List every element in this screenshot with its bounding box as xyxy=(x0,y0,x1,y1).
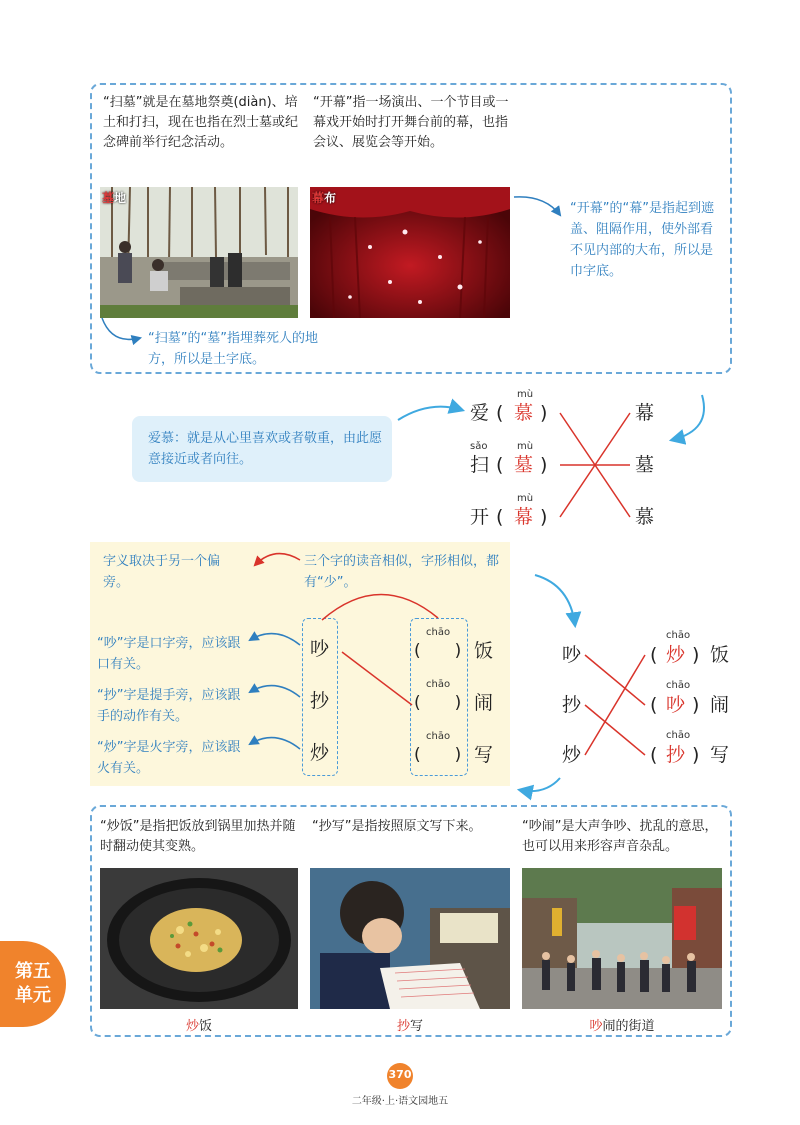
unit-badge-line2: 单元 xyxy=(15,985,51,1006)
match1-open-paren-3: ( xyxy=(496,506,504,528)
match2-answer-1: 炒 xyxy=(666,644,686,666)
saomu-definition: “扫墓”就是在墓地祭奠(diàn)、培土和打扫，现在也指在烈士墓或纪念碑前举行纪念活动。 xyxy=(103,95,299,150)
match1-answer-3: 幕 xyxy=(514,506,534,528)
note-mu-grave: “扫墓”的“墓”指埋葬死人的地方，所以是土字底。 xyxy=(148,331,318,367)
yellow-pinyin-1: chāo xyxy=(426,627,451,638)
match2-open-paren-2: ( xyxy=(650,694,658,716)
match2-pinyin-2: chāo xyxy=(666,680,691,691)
boy-copying-photo xyxy=(310,868,510,1009)
match1-prefix-2: 扫 xyxy=(470,454,490,476)
curtain-illustration xyxy=(310,187,510,318)
footer-book-title: 二年级·上·语文园地五 xyxy=(351,1096,449,1107)
aimu-definition: 爱慕：就是从心里喜欢或者敬重，由此愿意接近或者向往。 xyxy=(148,431,383,467)
match2-close-paren-2: ) xyxy=(692,694,700,716)
page-number: 370 xyxy=(388,1068,412,1081)
match1-target-2: 墓 xyxy=(635,454,655,476)
match2-pinyin-3: chāo xyxy=(666,730,691,741)
match2-line-3 xyxy=(585,655,645,755)
note-mu-curtain: “开幕”的“幕”是指起到遮盖、阻隔作用，使外部看不见内部的大布，所以是巾字底。 xyxy=(570,201,714,279)
arrow-match1-side xyxy=(672,395,704,440)
match1-line-1 xyxy=(560,413,630,517)
match2-line-1 xyxy=(585,655,645,705)
match2-open-paren-3: ( xyxy=(650,744,658,766)
match2-close-paren-1: ) xyxy=(692,644,700,666)
unit-badge-line1: 第五 xyxy=(15,961,51,982)
match2-open-paren-1: ( xyxy=(650,644,658,666)
match2-left-char-1: 吵 xyxy=(562,644,582,666)
match1-prefix-3: 开 xyxy=(470,506,490,528)
match1-pinyin-answer-2: mù xyxy=(517,441,534,452)
note-meaning-radical: 字义取决于另一个偏旁。 xyxy=(103,554,221,590)
note-similar-shape: 三个字的读音相似，字形相似，都有“少”。 xyxy=(304,554,500,590)
noisy-street-photo xyxy=(522,868,722,1009)
graveyard-photo-tag: 墓地 xyxy=(102,191,127,205)
caption-fried-rice: 炒饭 xyxy=(185,1019,213,1034)
yellow-left-char-2: 抄 xyxy=(310,690,330,712)
match2-pinyin-1: chāo xyxy=(666,630,691,641)
copying-illustration xyxy=(310,868,510,1009)
graveyard-photo xyxy=(100,187,298,318)
kaimu-definition: “开幕”指一场演出、一个节目或一幕戏开始时打开舞台前的幕，也指会议、展览会等开始。 xyxy=(313,95,509,150)
unit-badge xyxy=(0,941,66,1027)
yellow-left-char-3: 炒 xyxy=(310,742,330,764)
caption-noisy-street: 吵闹的街道 xyxy=(589,1019,655,1034)
match1-line-3 xyxy=(560,413,630,517)
match2-left-char-2: 抄 xyxy=(562,694,582,716)
caption-copying: 抄写 xyxy=(396,1019,424,1034)
yellow-pinyin-3: chāo xyxy=(426,731,451,742)
match1-pinyin-answer-1: mù xyxy=(517,389,534,400)
yellow-blank-2[interactable]: ( ) xyxy=(414,693,462,713)
match2-answer-2: 吵 xyxy=(666,694,686,716)
match1-target-3: 慕 xyxy=(635,506,655,528)
note-chao-hand: “抄”字是提手旁，应该跟手的动作有关。 xyxy=(97,688,241,724)
chaofan-definition: “炒饭”是指把饭放到锅里加热并随时翻动使其变熟。 xyxy=(100,819,296,854)
arrow-to-match2 xyxy=(535,575,575,625)
arrow-aimu-to-match xyxy=(398,407,462,420)
match1-close-paren-3: ) xyxy=(540,506,548,528)
match1-open-paren-2: ( xyxy=(496,454,504,476)
arrow-match2-to-bottom xyxy=(520,778,560,791)
yellow-left-char-1: 吵 xyxy=(310,638,330,660)
match2-left-char-3: 炒 xyxy=(562,744,582,766)
yellow-right-char-2: 闹 xyxy=(474,692,494,714)
fried-rice-photo xyxy=(100,868,298,1009)
wok-illustration xyxy=(100,868,298,1009)
yellow-blank-1[interactable]: ( ) xyxy=(414,641,462,661)
match1-open-paren-1: ( xyxy=(496,402,504,424)
match2-right-char-3: 写 xyxy=(710,744,730,766)
yellow-right-char-1: 饭 xyxy=(474,640,494,662)
match1-close-paren-1: ) xyxy=(540,402,548,424)
match1-answer-2: 墓 xyxy=(514,454,534,476)
chaoxie-definition: “抄写”是指按照原文写下来。 xyxy=(312,819,482,834)
match1-answer-1: 慕 xyxy=(514,402,534,424)
match1-pinyin-prefix-2: sǎo xyxy=(470,441,488,452)
curtain-photo-tag: 幕布 xyxy=(312,191,337,205)
chaonao-definition: “吵闹”是大声争吵、扰乱的意思，也可以用来形容声音杂乱。 xyxy=(522,819,718,854)
match1-close-paren-2: ) xyxy=(540,454,548,476)
graveyard-illustration xyxy=(100,187,298,318)
match2-close-paren-3: ) xyxy=(692,744,700,766)
street-illustration xyxy=(522,868,722,1009)
match2-answer-3: 抄 xyxy=(666,744,686,766)
match2-line-2 xyxy=(585,705,645,755)
match2-right-char-2: 闹 xyxy=(710,694,730,716)
match1-target-1: 幕 xyxy=(635,402,655,424)
yellow-right-char-3: 写 xyxy=(474,744,494,766)
match2-right-char-1: 饭 xyxy=(710,644,730,666)
yellow-blank-3[interactable]: ( ) xyxy=(414,745,462,765)
yellow-pinyin-2: chāo xyxy=(426,679,451,690)
match1-pinyin-answer-3: mù xyxy=(517,493,534,504)
note-chao-mouth: “吵”字是口字旁，应该跟口有关。 xyxy=(97,636,241,672)
note-chao-fire: “炒”字是火字旁，应该跟火有关。 xyxy=(97,740,241,776)
match1-prefix-1: 爱 xyxy=(470,402,490,424)
stage-curtain-photo xyxy=(310,187,510,318)
